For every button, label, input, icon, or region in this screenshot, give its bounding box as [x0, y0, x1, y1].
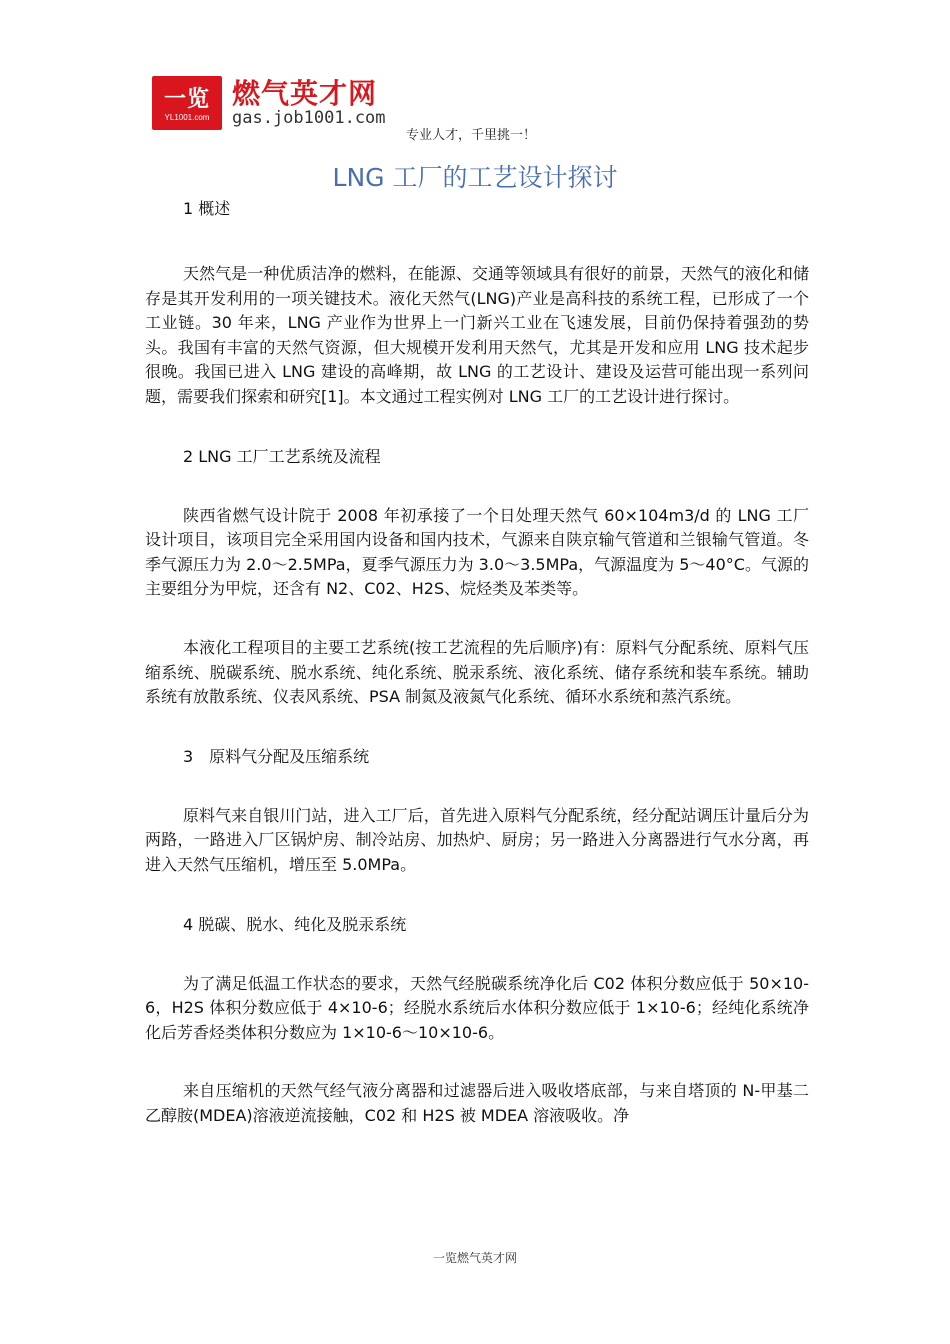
paragraph: 陕西省燃气设计院于 2008 年初承接了一个日处理天然气 60×104m3/d 的 LNG 工厂设计项目，该项目完全采用国内设备和国内技术，气源来自陕京输气管道和兰银输气管道。冬季气源压力为 2.0～2.5MPa，夏季气源压力为 3.0～3.5MPa，气源温度为 5～40°C。气源的主要组分为甲烷，还含有 N2、C02、H2S、烷烃类及苯类等。 — [145, 505, 809, 599]
slogan: 专业人才，千里挑一！ — [406, 128, 537, 143]
document-body — [145, 196, 809, 1128]
section-heading-1: 1 概述 — [183, 199, 231, 218]
logo-cn-text: 一览 — [163, 87, 210, 112]
site-header — [152, 74, 572, 144]
section-heading-2: 2 LNG 工厂工艺系统及流程 — [183, 446, 381, 466]
paragraph: 原料气来自银川门站，进入工厂后，首先进入原料气分配系统，经分配站调压计量后分为两路，一路进入厂区锅炉房、制冷站房、加热炉、厨房；另一路进入分离器进行气水分离，再进入天然气压缩机，增压至 5.0MPa。 — [145, 805, 809, 874]
paragraph: 本液化工程项目的主要工艺系统(按工艺流程的先后顺序)有：原料气分配系统、原料气压缩系统、脱碳系统、脱水系统、纯化系统、脱汞系统、液化系统、储存系统和装车系统。辅助系统有放散系统、仪表风系统、PSA 制氮及液氮气化系统、循环水系统和蒸汽系统。 — [145, 637, 809, 707]
paragraph: 来自压缩机的天然气经气液分离器和过滤器后进入吸收塔底部，与来自塔顶的 N-甲基二乙醇胺(MDEA)溶液逆流接触，C02 和 H2S 被 MDEA 溶液吸收。净 — [145, 1081, 809, 1125]
site-domain: gas.job1001.com — [232, 108, 386, 128]
paragraph: 天然气是一种优质洁净的燃料，在能源、交通等领域具有很好的前景，天然气的液化和储存是其开发利用的一项关键技术。液化天然气(LNG)产业是高科技的系统工程，已形成了一个工业链。30 年来，LNG 产业作为世界上一门新兴工业在飞速发展，目前仍保持着强劲的势头。我国有丰富的天然气资源，但大规模开发利用天然气，尤其是开发和应用 LNG 技术起步很晚。我国已进入 LNG 建设的高峰期，故 LNG 的工艺设计、建设及运营可能出现一系列问题，需要我们探索和研究[1]。本文通过工程实例对 LNG 工厂的工艺设计进行探讨。 — [145, 264, 809, 406]
page-footer: 一览燃气英才网 — [432, 1251, 517, 1265]
brand-name: 燃气英才网 — [232, 77, 378, 110]
paragraph: 为了满足低温工作状态的要求，天然气经脱碳系统净化后 C02 体积分数应低于 50×10-6，H2S 体积分数应低于 4×10-6；经脱水系统后水体积分数应低于 1×10-6；经纯化系统净化后芳香烃类体积分数应为 1×10-6～10×10-6。 — [145, 973, 809, 1042]
document-title: LNG 工厂的工艺设计探讨 — [332, 163, 618, 192]
section-heading-4: 4 脱碳、脱水、纯化及脱汞系统 — [183, 914, 407, 934]
logo-en-text: YL1001.com — [164, 113, 210, 122]
logo[interactable] — [152, 76, 222, 130]
section-heading-3: 3 原料气分配及压缩系统 — [183, 746, 370, 766]
